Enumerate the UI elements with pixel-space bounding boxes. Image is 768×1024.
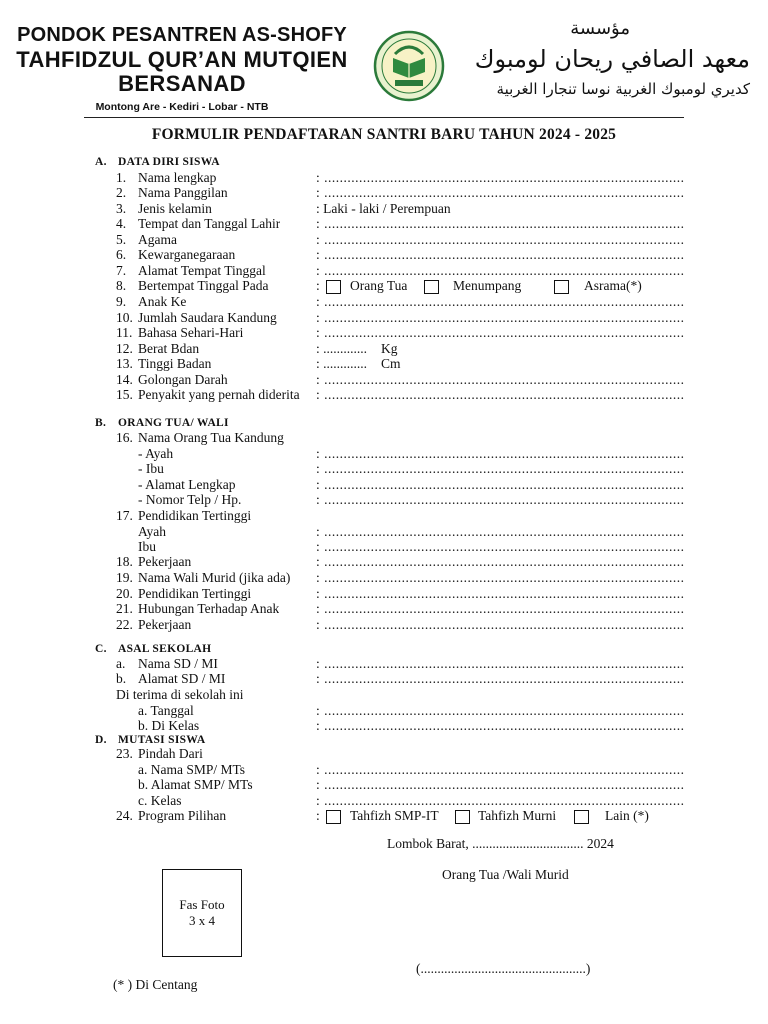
- section-b-heading: [0, 415, 768, 431]
- fill-line[interactable]: : .............................................................................................: [316, 477, 685, 492]
- field-number: 4.: [116, 216, 127, 231]
- field-agama: [0, 232, 768, 248]
- fill-line[interactable]: : .............................................................................................: [316, 570, 685, 585]
- field-number: 21.: [116, 601, 133, 616]
- section-title: MUTASI SISWA: [118, 734, 206, 746]
- field-label: Ibu: [138, 539, 156, 554]
- section-letter: D.: [95, 734, 107, 746]
- field-bahasa: [0, 325, 768, 341]
- field-wali: [0, 570, 768, 586]
- school-name-block: [0, 24, 364, 114]
- field-label: Pendidikan Tertinggi: [138, 508, 252, 523]
- field-label: Program Pilihan: [138, 808, 227, 823]
- fill-line[interactable]: : .............................................................................................: [316, 777, 685, 792]
- fill-line[interactable]: : .............................................................................................: [316, 216, 685, 231]
- fill-line[interactable]: : .............................................................................................: [316, 762, 685, 777]
- photo-label-2: 3 x 4: [189, 913, 215, 928]
- fill-line[interactable]: : .............................................................................................: [316, 703, 685, 718]
- field-label: b. Di Kelas: [138, 718, 200, 733]
- weight-unit: Kg: [381, 341, 398, 356]
- field-number: 19.: [116, 570, 133, 585]
- checkbox-menumpang[interactable]: [424, 279, 439, 295]
- field-label: Penyakit yang pernah diderita: [138, 387, 300, 402]
- field-tanggal: [0, 703, 768, 719]
- field-number: 7.: [116, 263, 127, 278]
- field-kelas: [0, 793, 768, 809]
- checkbox-orang-tua[interactable]: [326, 279, 341, 295]
- school-logo: [373, 30, 445, 102]
- option-label: Menumpang: [453, 278, 522, 293]
- height-input[interactable]: : .............: [316, 356, 368, 371]
- section-letter: B.: [95, 417, 107, 429]
- photo-box: [162, 869, 242, 957]
- field-number: 22.: [116, 617, 133, 632]
- height-unit: Cm: [381, 356, 401, 371]
- field-number: 10.: [116, 310, 133, 325]
- field-label: Alamat Tempat Tinggal: [138, 263, 266, 278]
- field-number: 8.: [116, 278, 127, 293]
- field-label: - Alamat Lengkap: [138, 477, 236, 492]
- form-title: FORMULIR PENDAFTARAN SANTRI BARU TAHUN 2024 - 2025: [151, 126, 617, 143]
- field-label: a. Tanggal: [138, 703, 194, 718]
- field-label: Kewarganegaraan: [138, 247, 236, 262]
- signer-label: Orang Tua /Wali Murid: [442, 867, 569, 882]
- fill-line[interactable]: : .............................................................................................: [316, 310, 685, 325]
- field-nama-lengkap: [0, 170, 768, 186]
- fill-line[interactable]: : .............................................................................................: [316, 524, 685, 539]
- field-wali-pendidikan: [0, 586, 768, 602]
- field-number: 20.: [116, 586, 133, 601]
- fill-line[interactable]: : .............................................................................................: [316, 539, 685, 554]
- arabic-header: [450, 16, 750, 100]
- field-pend-ayah: [0, 524, 768, 540]
- field-number: 11.: [116, 325, 133, 340]
- field-label: Berat Bdan: [138, 341, 200, 356]
- field-alamat-lengkap: [0, 477, 768, 493]
- field-ayah: [0, 446, 768, 462]
- fill-line[interactable]: : .............................................................................................: [316, 325, 685, 340]
- section-title: DATA DIRI SISWA: [118, 156, 220, 168]
- field-saudara: [0, 310, 768, 326]
- checkbox-asrama[interactable]: [554, 279, 569, 295]
- footnote: (* ) Di Centang: [113, 977, 198, 992]
- option-label: Tahfizh Murni: [478, 808, 557, 823]
- field-wali-pekerjaan: [0, 617, 768, 633]
- fill-line[interactable]: : .............................................................................................: [316, 601, 685, 616]
- field-label: Agama: [138, 232, 177, 247]
- section-c-heading: [0, 641, 768, 657]
- field-label: - Nomor Telp / Hp.: [138, 492, 242, 507]
- section-title: ORANG TUA/ WALI: [118, 417, 229, 429]
- field-number: 16.: [116, 430, 133, 445]
- fill-line[interactable]: : .............................................................................................: [316, 554, 685, 569]
- field-bertempat: [0, 278, 768, 294]
- fill-line[interactable]: : .............................................................................................: [316, 263, 685, 278]
- field-number: 13.: [116, 356, 133, 371]
- field-penyakit: [0, 387, 768, 403]
- section-title: ASAL SEKOLAH: [118, 643, 212, 655]
- fill-line[interactable]: : .............................................................................................: [316, 793, 685, 808]
- fill-line[interactable]: : .............................................................................................: [316, 372, 685, 387]
- field-number: 14.: [116, 372, 133, 387]
- field-label: Pindah Dari: [138, 746, 203, 761]
- fill-line[interactable]: : .............................................................................................: [316, 446, 685, 461]
- field-label: Alamat SD / MI: [138, 671, 226, 686]
- field-number: 12.: [116, 341, 133, 356]
- signature-line[interactable]: (.................................................): [416, 961, 591, 976]
- field-label: Ayah: [138, 524, 167, 539]
- field-number: 17.: [116, 508, 133, 523]
- school-name-line2: TAHFIDZUL QUR’AN MUTQIEN: [16, 47, 348, 72]
- field-label: Jumlah Saudara Kandung: [138, 310, 277, 325]
- field-kewarganegaraan: [0, 247, 768, 263]
- field-number: 24.: [116, 808, 133, 823]
- field-label: c. Kelas: [138, 793, 182, 808]
- field-number: 6.: [116, 247, 127, 262]
- option-label: Tahfizh SMP-IT: [350, 808, 439, 823]
- school-address: Montong Are - Kediri - Lobar - NTB: [95, 101, 269, 113]
- field-alamat-sd: [0, 671, 768, 687]
- section-letter: A.: [95, 156, 107, 168]
- field-jenis-kelamin: [0, 201, 768, 217]
- field-label: Nama Orang Tua Kandung: [138, 430, 284, 445]
- field-label: Golongan Darah: [138, 372, 228, 387]
- field-anak-ke: [0, 294, 768, 310]
- field-number: 2.: [116, 185, 127, 200]
- field-alamat: [0, 263, 768, 279]
- field-label: b. Alamat SMP/ MTs: [138, 777, 253, 792]
- place-date[interactable]: Lombok Barat, ................................. 2024: [387, 836, 614, 851]
- field-label: Nama SD / MI: [138, 656, 218, 671]
- fill-line[interactable]: : .............................................................................................: [316, 294, 685, 309]
- field-telp: [0, 492, 768, 508]
- field-label: Nama Panggilan: [138, 185, 228, 200]
- field-number: 3.: [116, 201, 127, 216]
- field-nama-ortu: [0, 430, 768, 446]
- field-label: Anak Ke: [138, 294, 187, 309]
- field-number: 1.: [116, 170, 127, 185]
- field-nama-smp: [0, 762, 768, 778]
- arabic-foundation: مؤسسة: [570, 18, 630, 39]
- field-number: 23.: [116, 746, 133, 761]
- arabic-school-name: معهد الصافي ريحان لومبوك: [474, 45, 750, 73]
- field-label: Nama lengkap: [138, 170, 217, 185]
- field-number: 18.: [116, 554, 133, 569]
- photo-label-1: Fas Foto: [179, 897, 225, 912]
- field-label: Nama Wali Murid (jika ada): [138, 570, 291, 585]
- section-letter: C.: [95, 643, 107, 655]
- field-label: Hubungan Terhadap Anak: [138, 601, 280, 616]
- field-number: 9.: [116, 294, 127, 309]
- field-nama-panggilan: [0, 185, 768, 201]
- field-pekerjaan: [0, 554, 768, 570]
- checkbox-tahfizh-smp-it[interactable]: [326, 809, 341, 825]
- field-hubungan: [0, 601, 768, 617]
- field-number: a.: [116, 656, 126, 671]
- arabic-address: كديري لومبوك الغربية نوسا تنجارا الغربية: [496, 80, 750, 98]
- field-label: - Ayah: [138, 446, 174, 461]
- fill-line[interactable]: : .............................................................................................: [316, 232, 685, 247]
- field-label: a. Nama SMP/ MTs: [138, 762, 246, 777]
- field-pindah: [0, 746, 768, 762]
- field-program: [0, 808, 768, 824]
- colon: :: [316, 278, 320, 293]
- checkbox-lain[interactable]: [574, 809, 589, 825]
- fill-line[interactable]: : .............................................................................................: [316, 461, 685, 476]
- fill-line[interactable]: : .............................................................................................: [316, 185, 685, 200]
- field-number: b.: [116, 671, 127, 686]
- field-label: Pekerjaan: [138, 554, 192, 569]
- field-label: Bahasa Sehari-Hari: [138, 325, 244, 340]
- fill-line[interactable]: : .............................................................................................: [316, 586, 685, 601]
- header-divider: [84, 117, 684, 118]
- field-ttl: [0, 216, 768, 232]
- field-nama-sd: [0, 656, 768, 672]
- option-label: Asrama(*): [584, 278, 642, 293]
- fill-line[interactable]: : .............................................................................................: [316, 247, 685, 262]
- field-tinggi: [0, 356, 768, 372]
- fill-line[interactable]: : .............................................................................................: [316, 718, 685, 733]
- field-number: 15.: [116, 387, 133, 402]
- gender-options[interactable]: : Laki - laki / Perempuan: [316, 201, 451, 216]
- school-name-line3: BERSANAD: [118, 71, 246, 96]
- field-number: 5.: [116, 232, 127, 247]
- field-label: Jenis kelamin: [138, 201, 212, 216]
- field-label: Di terima di sekolah ini: [116, 687, 244, 702]
- fill-line[interactable]: : .............................................................................................: [316, 617, 685, 632]
- field-label: Pendidikan Tertinggi: [138, 586, 252, 601]
- field-ibu: [0, 461, 768, 477]
- option-label: Lain (*): [605, 808, 649, 823]
- field-golongan: [0, 372, 768, 388]
- field-diterima: [0, 687, 768, 703]
- fill-line[interactable]: : .............................................................................................: [316, 492, 685, 507]
- fill-line[interactable]: : .............................................................................................: [316, 656, 685, 671]
- field-label: Tempat dan Tanggal Lahir: [138, 216, 281, 231]
- field-pendidikan: [0, 508, 768, 524]
- option-label: Orang Tua: [350, 278, 408, 293]
- field-label: Pekerjaan: [138, 617, 192, 632]
- field-pend-ibu: [0, 539, 768, 555]
- fill-line[interactable]: : .............................................................................................: [316, 387, 685, 402]
- field-label: - Ibu: [138, 461, 164, 476]
- weight-input[interactable]: : .............: [316, 341, 368, 356]
- field-berat: [0, 341, 768, 357]
- field-label: Tinggi Badan: [138, 356, 212, 371]
- section-a-heading: [0, 154, 768, 170]
- colon: :: [316, 808, 320, 823]
- fill-line[interactable]: : .............................................................................................: [316, 170, 685, 185]
- field-label: Bertempat Tinggal Pada: [138, 278, 269, 293]
- fill-line[interactable]: : .............................................................................................: [316, 671, 685, 686]
- field-alamat-smp: [0, 777, 768, 793]
- school-name-line1: PONDOK PESANTREN AS-SHOFY: [17, 24, 347, 46]
- checkbox-tahfizh-murni[interactable]: [455, 809, 470, 825]
